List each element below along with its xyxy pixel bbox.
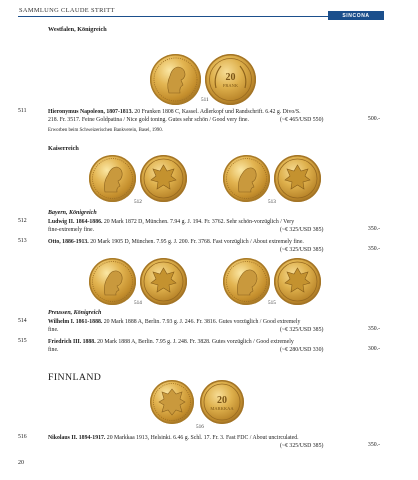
coin-514-reverse bbox=[140, 258, 187, 305]
svg-text:FRANK: FRANK bbox=[222, 83, 239, 88]
coin-number-511: 511 bbox=[201, 97, 209, 103]
lot-description-513 bbox=[48, 238, 388, 247]
lot-provenance-511: Erworben beim Schweizerischen Bankverein, Basel, 1990. bbox=[48, 128, 163, 133]
svg-text:20: 20 bbox=[225, 72, 236, 83]
lot-number-516: 516 bbox=[18, 434, 27, 440]
lot-line1-513: 20 Mark 1905 D, München. 7.95 g. J. 200. Fr. 3768. Fast vorzüglich / About extremely fine. bbox=[90, 239, 304, 245]
lot-title-512: Ludwig II. 1864-1886. bbox=[48, 219, 103, 225]
coin-512-obverse bbox=[89, 155, 136, 202]
lot-line1-516: 20 Markkaa 1913, Helsinki. 6.46 g. Schl. 17. Fr. 3. Fast FDC / About uncirculated. bbox=[106, 435, 299, 441]
lot-price-515: 300.- bbox=[367, 346, 380, 352]
auction-house-badge: SINCONA bbox=[328, 11, 384, 20]
lot-description-514 bbox=[48, 318, 388, 327]
lot-line1-512: 20 Mark 1872 D, München. 7.94 g. J. 194. Fr. 3762. Sehr schön-vorzüglich / Very bbox=[103, 219, 295, 225]
lot-line2-514: fine. bbox=[48, 327, 59, 333]
lot-number-513: 513 bbox=[18, 238, 27, 244]
lot-estimate-513: (~€ 325/USD 385) bbox=[280, 247, 324, 253]
section-heading-kaiserreich: Kaiserreich bbox=[48, 145, 79, 152]
lot-estimate-515: (~€ 280/USD 330) bbox=[280, 347, 324, 353]
coin-516-obverse bbox=[150, 380, 194, 424]
coin-number-512: 512 bbox=[134, 199, 142, 205]
lot-estimate-516: (~€ 325/USD 385) bbox=[280, 443, 324, 449]
lot-price-513: 350.- bbox=[367, 246, 380, 252]
svg-text:20: 20 bbox=[217, 395, 227, 406]
lot-number-512: 512 bbox=[18, 218, 27, 224]
coin-516-reverse bbox=[200, 380, 244, 424]
coin-number-516: 516 bbox=[196, 424, 204, 430]
coin-511-obverse bbox=[150, 54, 201, 105]
coin-512-reverse bbox=[140, 155, 187, 202]
lot-price-512: 350.- bbox=[367, 226, 380, 232]
coin-number-515: 515 bbox=[268, 300, 276, 306]
coin-515-reverse bbox=[274, 258, 321, 305]
section-heading-finnland: FINNLAND bbox=[48, 372, 102, 383]
lot-number-515: 515 bbox=[18, 338, 27, 344]
lot-description-512 bbox=[48, 218, 388, 227]
section-heading-bayern: Bayern, Königreich bbox=[48, 210, 97, 216]
lot-title-511: Hieronymus Napoleon, 1807-1813. bbox=[48, 109, 133, 115]
lot-line1-514: 20 Mark 1888 A, Berlin. 7.93 g. J. 246. Fr. 3816. Gutes vorzüglich / Good extremely bbox=[103, 319, 301, 325]
lot-description-515 bbox=[48, 338, 388, 347]
lot-description-516 bbox=[48, 434, 388, 443]
lot-line2-511: 218. Fr. 3517. Feine Goldpatina / Nice gold toning. Gutes sehr schön / Good very fine. bbox=[48, 117, 249, 123]
coin-514-obverse bbox=[89, 258, 136, 305]
catalog-header-title: SAMMLUNG CLAUDE STRITT bbox=[19, 7, 115, 14]
lot-title-516: Nikolaus II. 1894-1917. bbox=[48, 435, 106, 441]
lot-price-511: 500.- bbox=[367, 116, 380, 122]
header-rule bbox=[18, 16, 328, 17]
lot-estimate-512: (~€ 325/USD 385) bbox=[280, 227, 324, 233]
coin-number-513: 513 bbox=[268, 199, 276, 205]
lot-estimate-514: (~€ 325/USD 385) bbox=[280, 327, 324, 333]
coin-511-reverse bbox=[205, 54, 256, 105]
lot-number-511: 511 bbox=[18, 108, 27, 114]
section-heading-westfalen: Westfalen, Königreich bbox=[48, 26, 107, 33]
lot-title-513: Otto, 1886-1913. bbox=[48, 239, 89, 245]
lot-line1-515: 20 Mark 1888 A, Berlin. 7.95 g. J. 248. Fr. 3828. Gutes vorzüglich / Good extremely bbox=[97, 339, 294, 345]
lot-price-514: 350.- bbox=[367, 326, 380, 332]
lot-estimate-511: (~€ 465/USD 550) bbox=[280, 117, 324, 123]
lot-title-515: Friedrich III. 1888. bbox=[48, 339, 96, 345]
lot-number-514: 514 bbox=[18, 318, 27, 324]
page-number: 20 bbox=[18, 460, 24, 466]
coin-number-514: 514 bbox=[134, 300, 142, 306]
lot-line2-515: fine. bbox=[48, 347, 59, 353]
svg-text:MARKKAA: MARKKAA bbox=[210, 406, 234, 411]
coin-513-obverse bbox=[223, 155, 270, 202]
lot-line1-511: 20 Franken 1808 C, Kassel. Adlerkopf und Randschrift. 6.42 g. Divo/S. bbox=[134, 109, 301, 115]
lot-price-516: 350.- bbox=[367, 442, 380, 448]
coin-513-reverse bbox=[274, 155, 321, 202]
coin-515-obverse bbox=[223, 258, 270, 305]
lot-line2-512: fine-extremely fine. bbox=[48, 227, 95, 233]
lot-title-514: Wilhelm I. 1861-1888. bbox=[48, 319, 103, 325]
section-heading-preussen: Preussen, Königreich bbox=[48, 310, 102, 316]
